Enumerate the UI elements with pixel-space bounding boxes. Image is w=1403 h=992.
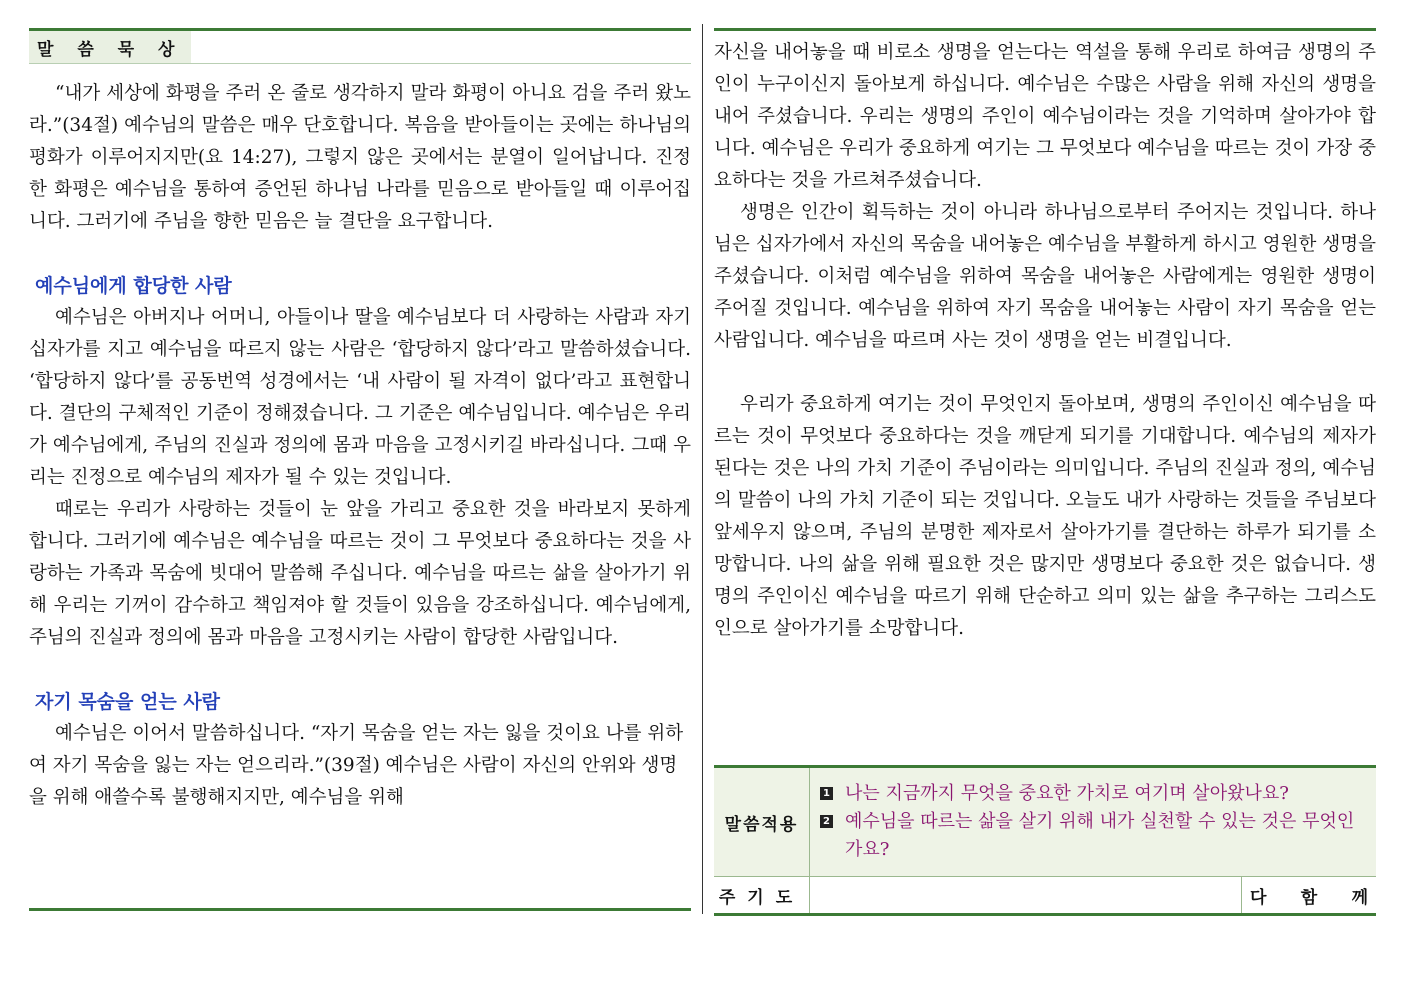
column-divider	[702, 24, 703, 914]
prayer-ending-3: 께	[1351, 887, 1368, 908]
right-column	[714, 28, 1376, 645]
section-title: 말 씀 묵 상	[29, 31, 191, 63]
question-2	[820, 808, 1366, 864]
number-2-icon: 2	[820, 815, 833, 828]
intro-paragraph: “내가 세상에 화평을 주러 온 줄로 생각하지 말라 화평이 아니요 검을 주러 왔노라.”(34절) 예수님의 말씀은 매우 단호합니다. 복음을 받아들이는 곳에는 하나님의 평화가 이루어지지만(요 14:27), 그렇지 않은 곳에서는 분열이 일어납니다. 진정한 화평은 예수님을 통하여 증언된 하나님 나라를 믿음으로 받아들일 때 이루어집니다. 그러기에 주님을 향한 믿음은 늘 결단을 요구합니다.	[29, 83, 691, 232]
prayer-ending	[1242, 877, 1376, 913]
prayer-label: 주기도	[714, 877, 810, 913]
prayer-blank	[810, 877, 1242, 913]
paragraph-worthy-1: 예수님은 아버지나 어머니, 아들이나 딸을 예수님보다 더 사랑하는 사람과 자기 십자가를 지고 예수님을 따르지 않는 사람은 ‘합당하지 않다’라고 말씀하셨습니다. ‘합당하지 않다’를 공동번역 성경에서는 ‘내 사람이 될 자격이 없다’라고 표현합니다. 결단의 구체적인 기준이 정해졌습니다. 그 기준은 예수님입니다. 예수님은 우리가 예수님에게, 주님의 진실과 정의에 몸과 마음을 고정시키길 바라십니다. 그때 우리는 진정으로 예수님의 제자가 될 수 있는 것입니다.	[29, 307, 691, 488]
paragraph-worthy-2: 때로는 우리가 사랑하는 것들이 눈 앞을 가리고 중요한 것을 바라보지 못하게 합니다. 그러기에 예수님은 예수님을 따르는 것이 그 무엇보다 중요하다는 것을 사랑하는 가족과 목숨에 빗대어 말씀해 주십니다. 예수님을 따르는 삶을 살아가기 위해 우리는 기꺼이 감수하고 책임져야 할 것들이 있음을 강조하십니다. 예수님에게, 주님의 진실과 정의에 몸과 마음을 고정시키는 사람이 합당한 사람입니다.	[29, 499, 691, 648]
heading-worthy-person: 예수님에게 합당한 사람	[35, 275, 232, 297]
question-1-text: 나는 지금까지 무엇을 중요한 가치로 여기며 살아왔나요?	[845, 783, 1289, 804]
paragraph-find-life: 예수님은 이어서 말씀하십니다. “자기 목숨을 얻는 자는 잃을 것이요 나를 위하여 자기 목숨을 잃는 자는 얻으리라.”(39절) 예수님은 사람이 자신의 안위와 생명을 위해 애쓸수록 불행해지지만, 예수님을 위해	[29, 723, 684, 808]
prayer-ending-1: 다	[1250, 887, 1267, 908]
left-bottom-rule	[29, 908, 691, 911]
number-1-icon: 1	[820, 787, 833, 800]
paragraph-right-3: 우리가 중요하게 여기는 것이 무엇인지 돌아보며, 생명의 주인이신 예수님을 따르는 것이 무엇보다 중요하다는 것을 깨닫게 되기를 기대합니다. 예수님의 제자가 된다는 것은 나의 가치 기준이 주님이라는 의미입니다. 주님의 진실과 정의, 예수님의 말씀이 나의 가치 기준이 되는 것입니다. 오늘도 내가 사랑하는 것들을 주님보다 앞세우지 않으며, 주님의 분명한 제자로서 살아가기를 결단하는 하루가 되기를 소망합니다. 나의 삶을 위해 필요한 것은 많지만 생명보다 중요한 것은 없습니다. 생명의 주인이신 예수님을 따르기 위해 단순하고 의미 있는 삶을 추구하는 그리스도인으로 살아가기를 소망합니다.	[714, 394, 1376, 639]
apply-label: 말씀적용	[714, 768, 810, 876]
prayer-row	[714, 877, 1376, 916]
apply-row	[714, 768, 1376, 877]
prayer-ending-2: 함	[1300, 887, 1318, 908]
heading-find-life: 자기 목숨을 얻는 사람	[35, 691, 221, 713]
left-column	[29, 28, 691, 814]
apply-table	[714, 765, 1376, 916]
paragraph-right-1: 자신을 내어놓을 때 비로소 생명을 얻는다는 역설을 통해 우리로 하여금 생명의 주인이 누구이신지 돌아보게 하십니다. 예수님은 수많은 사람을 위해 자신의 생명을 내어 주셨습니다. 우리는 생명의 주인이 예수님이라는 것을 기억하며 살아가야 합니다. 예수님은 우리가 중요하게 여기는 그 무엇보다 예수님을 따르는 것이 가장 중요하다는 것을 가르쳐주셨습니다.	[714, 42, 1376, 191]
question-1	[820, 780, 1366, 808]
apply-questions	[810, 768, 1376, 876]
paragraph-right-2: 생명은 인간이 획득하는 것이 아니라 하나님으로부터 주어지는 것입니다. 하나님은 십자가에서 자신의 목숨을 내어놓은 예수님을 부활하게 하시고 영원한 생명을 주셨습니다. 이처럼 예수님을 위하여 목숨을 내어놓은 사람에게는 영원한 생명이 주어질 것입니다. 예수님을 위하여 자기 목숨을 내어놓는 사람이 자기 목숨을 얻는 사람입니다. 예수님을 따르며 사는 것이 생명을 얻는 비결입니다.	[714, 202, 1376, 351]
section-title-bar	[29, 31, 691, 64]
question-2-text: 예수님을 따르는 삶을 살기 위해 내가 실천할 수 있는 것은 무엇인가요?	[845, 811, 1355, 860]
